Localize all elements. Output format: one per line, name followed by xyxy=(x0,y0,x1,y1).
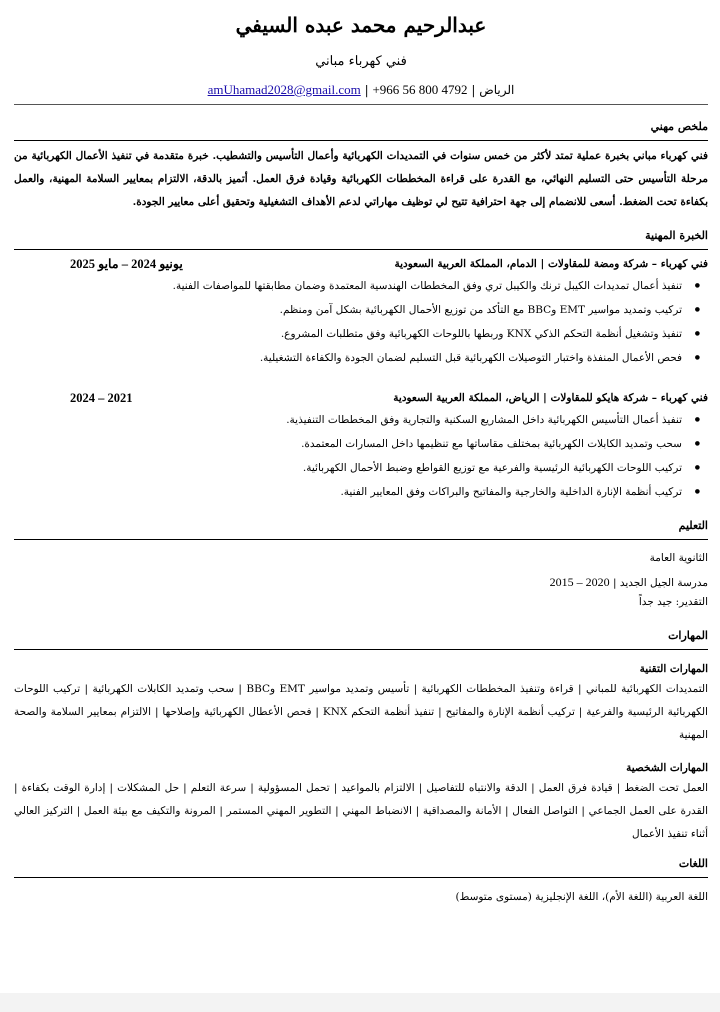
job-duties-list xyxy=(14,408,708,504)
job-header xyxy=(14,388,708,408)
languages-text: اللغة العربية (اللغة الأم)، اللغة الإنجليزية (مستوى متوسط) xyxy=(455,891,708,903)
summary-title: ملخص مهني xyxy=(650,120,708,133)
location: الرياض xyxy=(479,83,515,97)
contact-separator: | xyxy=(471,83,476,97)
education-degree: الثانوية العامة xyxy=(649,552,708,564)
list-item: ● تنفيذ وتشغيل أنظمة التحكم الذكي KNX وربطها باللوحات الكهربائية وفق متطلبات المشروع. xyxy=(14,322,682,346)
education-school-line xyxy=(14,572,708,592)
experience-title: الخبرة المهنية xyxy=(645,229,708,242)
list-item: ● تركيب اللوحات الكهربائية الرئيسية والفرعية مع توزيع القواطع وضبط الأحمال الكهربائية. xyxy=(14,456,682,480)
email-link[interactable]: amUhamad2028@gmail.com xyxy=(207,82,361,97)
technical-skills-text: التمديدات الكهربائية للمباني | قراءة وتنفيذ المخططات الكهربائية | تأسيس وتمديد مواسير EMT وBBC | سحب وتمديد الكابلات الكهربائية | تركيب اللوحات الكهربائية الرئيسية والفرعية | تركيب أنظمة الإنارة والمفاتيح | تنفيذ أنظمة التحكم KNX | فحص الأعطال الكهربائية وإصلاحها | الالتزام بمعايير السلامة والصحة المهنية xyxy=(14,683,708,741)
education-separator: | xyxy=(612,577,617,589)
list-item: ● تركيب وتمديد مواسير EMT وBBC مع التأكد من توزيع الأحمال الكهربائية بشكل آمن ومنظم. xyxy=(14,298,682,322)
technical-skills-title: المهارات التقنية xyxy=(639,663,708,675)
personal-skills-title: المهارات الشخصية xyxy=(626,762,708,774)
phone-number: +966 56 800 4792 xyxy=(372,82,468,97)
job-dates: 2021 – 2024 xyxy=(70,391,133,405)
header-divider xyxy=(14,104,708,105)
school-name: مدرسة الجيل الجديد xyxy=(619,577,708,589)
summary-text: فني كهرباء مباني بخبرة عملية تمتد لأكثر من خمس سنوات في التمديدات الكهربائية وأعمال التأسيس والتشطيب. خبرة متقدمة في تنفيذ الأعمال الكهربائية من مرحلة التأسيس حتى التسليم النهائي، مع القدرة على قراءة المخططات الكهربائية وقيادة فرق العمل. أتميز بالدقة، الالتزام بمعايير السلامة المهنية، والعمل بكفاءة تحت الضغط. أسعى للانضمام إلى جهة احترافية تتيح لي توظيف مهاراتي لدعم الأهداف التشغيلية وتحقيق أعلى معايير الجودة. xyxy=(14,150,708,208)
languages-title: اللغات xyxy=(678,857,708,870)
job-duties-list xyxy=(14,274,708,370)
education-grade: التقدير: جيد جداً xyxy=(638,596,708,608)
candidate-name: عبدالرحيم محمد عبده السيفي xyxy=(235,13,487,37)
list-item: ● سحب وتمديد الكابلات الكهربائية بمختلف مقاساتها مع تنظيمها داخل المسارات المعتمدة. xyxy=(14,432,682,456)
list-item: ● تنفيذ أعمال التأسيس الكهربائية داخل المشاريع السكنية والتجارية وفق المخططات التنفيذية. xyxy=(14,408,682,432)
section-divider xyxy=(14,249,708,250)
section-divider xyxy=(14,539,708,540)
education-years: 2015 – 2020 xyxy=(549,575,610,589)
list-item: ● فحص الأعمال المنفذة واختبار التوصيلات الكهربائية قبل التسليم لضمان الجودة والكفاءة التشغيلية. xyxy=(14,346,682,370)
job-role: فني كهرباء مباني xyxy=(315,54,407,69)
personal-skills-text: العمل تحت الضغط | قيادة فرق العمل | الدقة والانتباه للتفاصيل | الالتزام بالمواعيد | تحمل المسؤولية | سرعة التعلم | حل المشكلات | إدارة الوقت بكفاءة | القدرة على العمل الجماعي | التواصل الفعال | الأمانة والمصداقية | الانضباط المهني | التطوير المهني المستمر | المرونة والتكيف مع بيئة العمل | التركيز العالي أثناء تنفيذ الأعمال xyxy=(14,782,708,840)
section-divider xyxy=(14,877,708,878)
section-divider xyxy=(14,140,708,141)
skills-title: المهارات xyxy=(668,629,708,642)
contact-line xyxy=(14,81,708,99)
list-item: ● تركيب أنظمة الإنارة الداخلية والخارجية والمفاتيح والبراكات وفق المعايير الفنية. xyxy=(14,480,682,504)
contact-separator: | xyxy=(364,83,369,97)
list-item: ● تنفيذ أعمال تمديدات الكيبل ترنك والكيبل تري وفق المخططات الهندسية المعتمدة وضمان مطابقتها للمواصفات الفنية. xyxy=(14,274,682,298)
job-title: فني كهرباء – شركة هايكو للمقاولات | الرياض، المملكة العربية السعودية xyxy=(393,392,708,404)
education-title: التعليم xyxy=(678,519,708,532)
job-header xyxy=(14,254,708,274)
job-dates: يونيو 2024 – مايو 2025 xyxy=(70,257,183,271)
job-title: فني كهرباء – شركة ومضة للمقاولات | الدمام، المملكة العربية السعودية xyxy=(394,258,708,270)
section-divider xyxy=(14,649,708,650)
